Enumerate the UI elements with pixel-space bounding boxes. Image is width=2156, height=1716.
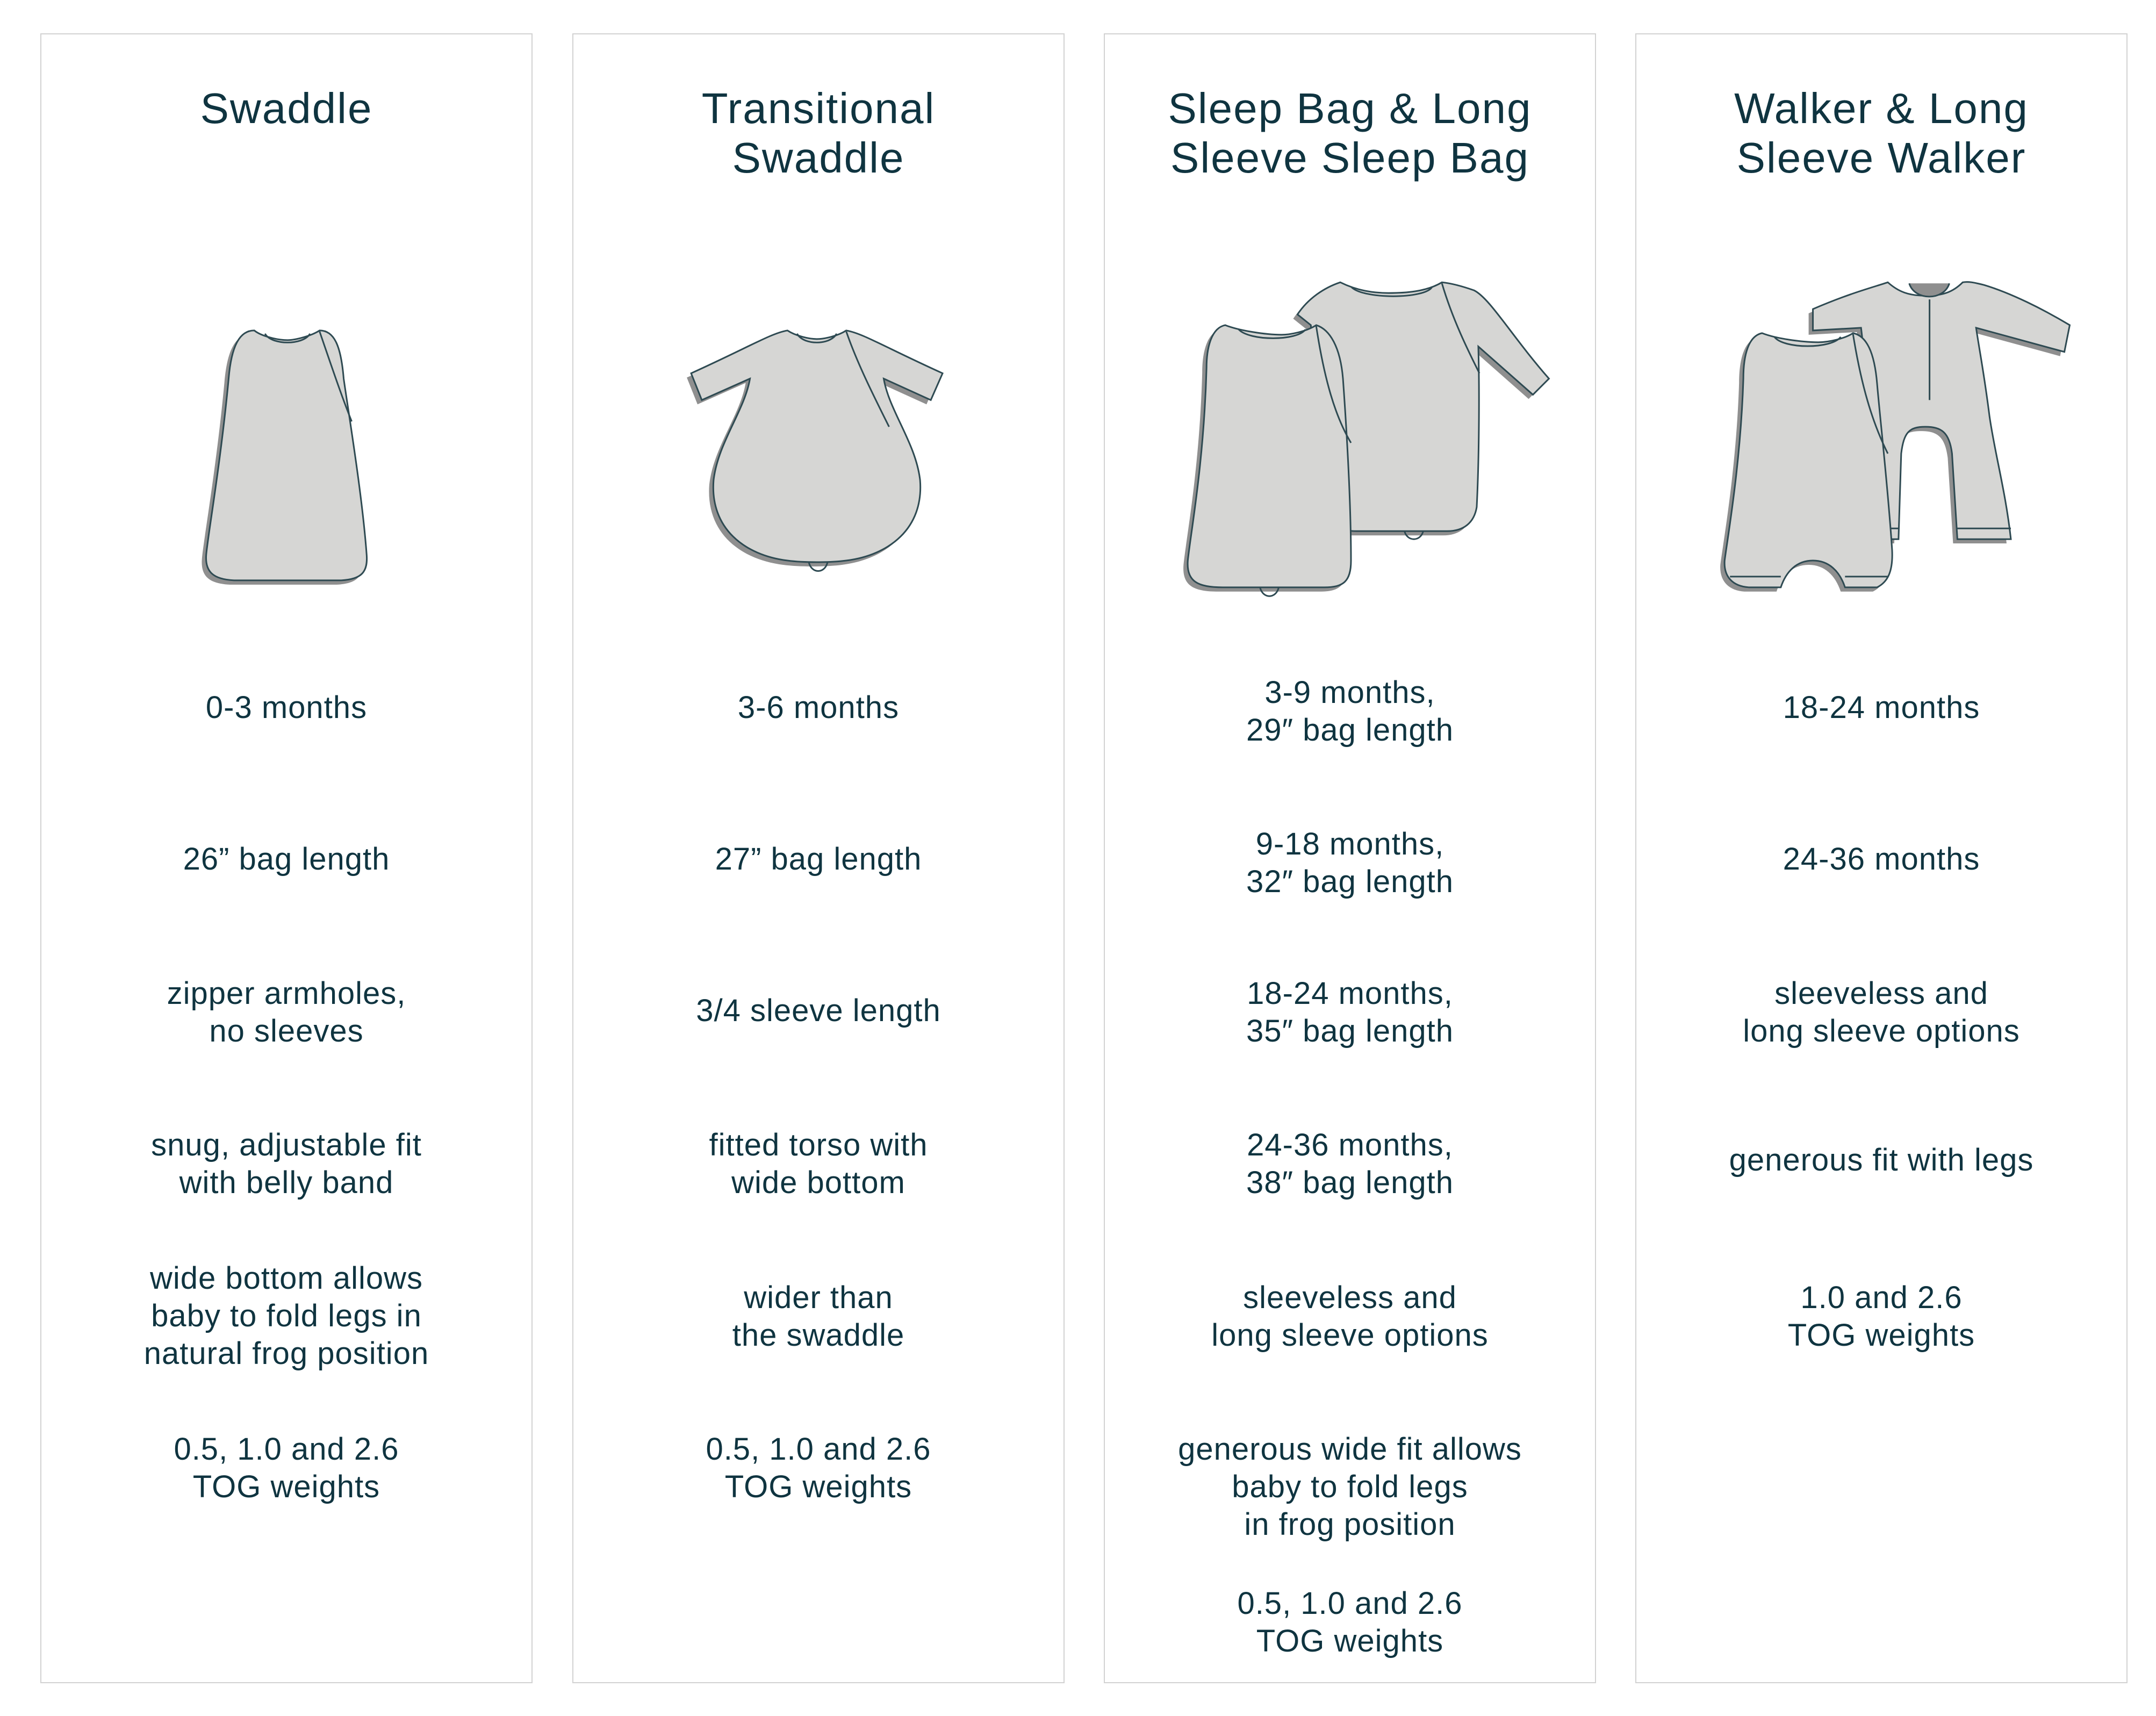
feature-bag-length	[41, 841, 531, 878]
column-title	[1636, 84, 2126, 183]
feature-line: 38″ bag length	[1246, 1165, 1454, 1200]
feature-line: 24-36 months	[1783, 842, 1980, 877]
feature-line: TOG weights	[1787, 1318, 1975, 1353]
feature-line: wider than	[744, 1280, 893, 1315]
sleeved-transitional-swaddle-icon	[573, 239, 1063, 647]
feature-tog-weights	[1105, 1585, 1595, 1660]
feature-sleeve-options	[1636, 975, 2126, 1050]
title-line: Swaddle	[732, 134, 905, 182]
feature-line: 0-3 months	[205, 690, 368, 725]
feature-line: TOG weights	[1256, 1624, 1444, 1658]
feature-line: 18-24 months,	[1247, 976, 1453, 1011]
feature-fit	[573, 1126, 1063, 1202]
feature-line: 0.5, 1.0 and 2.6	[706, 1432, 931, 1467]
feature-line: 27” bag length	[715, 842, 922, 877]
feature-line: natural frog position	[143, 1336, 429, 1371]
sleep-bag-pair-icon	[1105, 239, 1595, 647]
feature-line: generous fit with legs	[1729, 1143, 2034, 1177]
feature-line: wide bottom	[731, 1165, 905, 1200]
feature-sleeves	[41, 975, 531, 1050]
column-title	[1105, 84, 1595, 183]
feature-size-24-36	[1636, 841, 2126, 878]
feature-line: 9-18 months,	[1255, 827, 1444, 861]
column-walker	[1635, 33, 2128, 1683]
feature-line: 3-9 months,	[1264, 675, 1435, 710]
feature-line: 3-6 months	[737, 690, 900, 725]
feature-line: baby to fold legs	[1232, 1469, 1468, 1504]
feature-line: 24-36 months,	[1247, 1128, 1453, 1162]
feature-line: 35″ bag length	[1246, 1014, 1454, 1049]
feature-line: baby to fold legs in	[151, 1298, 422, 1333]
feature-sleeves	[573, 992, 1063, 1030]
title-line: Walker & Long	[1734, 84, 2029, 132]
column-transitional-swaddle	[572, 33, 1065, 1683]
walker-pair-icon	[1636, 239, 2126, 647]
feature-line: TOG weights	[724, 1469, 912, 1504]
feature-line: wide bottom allows	[150, 1261, 423, 1296]
feature-line: 29″ bag length	[1246, 713, 1454, 748]
feature-bottom	[41, 1260, 531, 1373]
feature-size-18-24	[1636, 689, 2126, 727]
feature-line: 1.0 and 2.6	[1800, 1280, 1963, 1315]
feature-fit	[1636, 1141, 2126, 1179]
title-line: Sleeve Sleep Bag	[1170, 134, 1529, 182]
feature-line: no sleeves	[209, 1014, 364, 1049]
feature-line: generous wide fit allows	[1178, 1432, 1522, 1467]
feature-tog-weights	[573, 1431, 1063, 1506]
feature-line: long sleeve options	[1211, 1318, 1489, 1353]
feature-size-18-24	[1105, 975, 1595, 1050]
feature-sleeve-options	[1105, 1279, 1595, 1354]
feature-line: snug, adjustable fit	[151, 1128, 422, 1162]
feature-bottom	[573, 1279, 1063, 1354]
feature-line: 18-24 months	[1783, 690, 1980, 725]
sleeveless-swaddle-bag-icon	[41, 239, 531, 647]
feature-line: TOG weights	[192, 1469, 380, 1504]
feature-line: 32″ bag length	[1246, 864, 1454, 899]
feature-line: 0.5, 1.0 and 2.6	[174, 1432, 399, 1467]
feature-line: 0.5, 1.0 and 2.6	[1237, 1586, 1463, 1621]
feature-line: 3/4 sleeve length	[696, 993, 941, 1028]
feature-line: the swaddle	[732, 1318, 905, 1353]
feature-line: in frog position	[1244, 1507, 1456, 1542]
title-line: Transitional	[701, 84, 936, 132]
feature-tog-weights	[1636, 1279, 2126, 1354]
column-title	[41, 84, 531, 133]
feature-fit	[41, 1126, 531, 1202]
title-line: Sleeve Walker	[1736, 134, 2026, 182]
feature-tog-weights	[41, 1431, 531, 1506]
feature-line: zipper armholes,	[167, 976, 406, 1011]
feature-line: sleeveless and	[1774, 976, 1988, 1011]
feature-age-range	[41, 689, 531, 727]
column-swaddle	[40, 33, 533, 1683]
feature-bag-length	[573, 841, 1063, 878]
feature-line: long sleeve options	[1743, 1014, 2020, 1049]
feature-size-9-18	[1105, 825, 1595, 901]
feature-fit	[1105, 1431, 1595, 1543]
column-sleep-bag	[1104, 33, 1596, 1683]
feature-line: sleeveless and	[1243, 1280, 1457, 1315]
feature-age-range	[573, 689, 1063, 727]
title-line: Swaddle	[200, 84, 373, 132]
column-title	[573, 84, 1063, 183]
feature-size-3-9	[1105, 674, 1595, 749]
feature-line: fitted torso with	[709, 1128, 928, 1162]
feature-line: 26” bag length	[183, 842, 390, 877]
feature-line: with belly band	[179, 1165, 394, 1200]
feature-size-24-36	[1105, 1126, 1595, 1202]
title-line: Sleep Bag & Long	[1168, 84, 1532, 132]
